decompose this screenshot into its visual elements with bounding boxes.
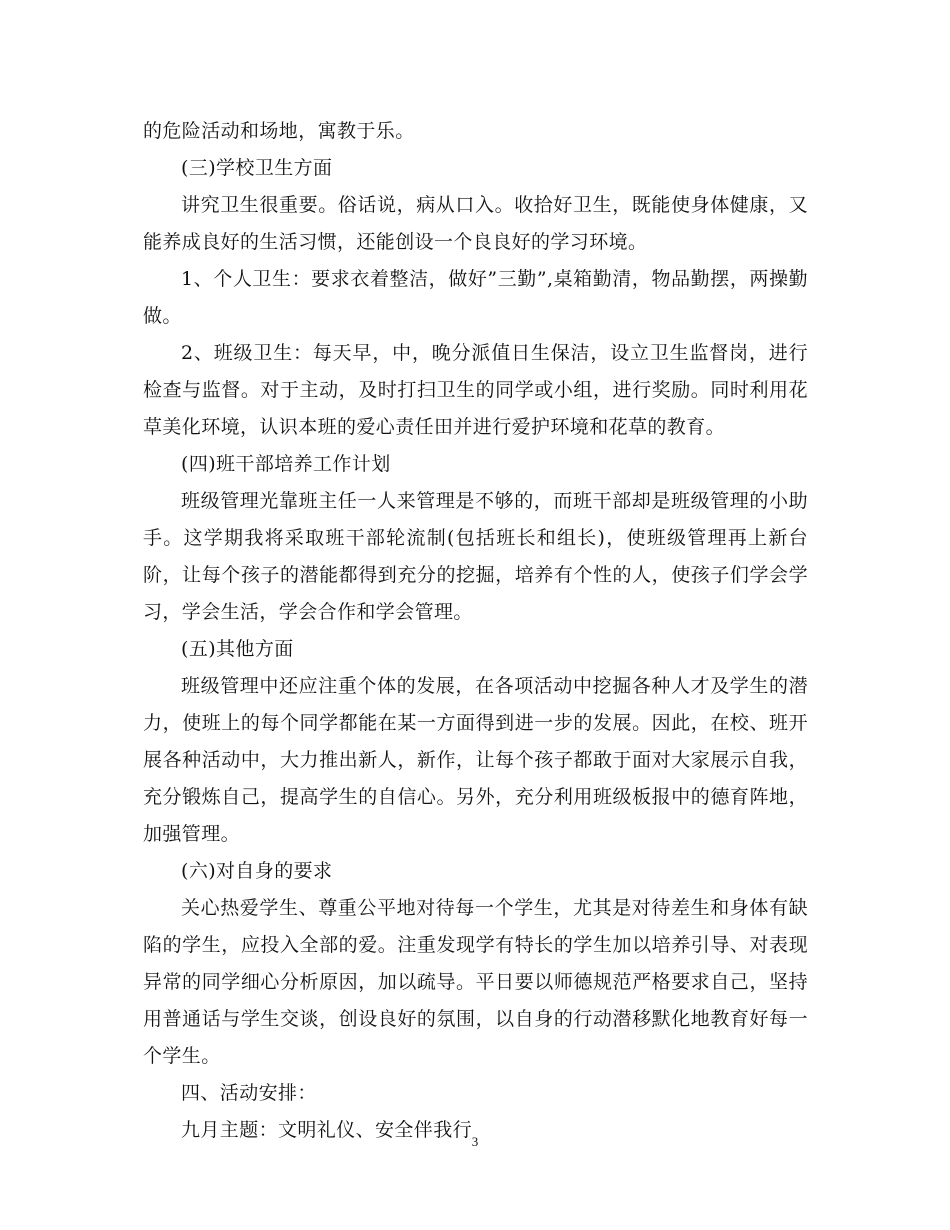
- paragraph-hygiene-intro: 讲究卫生很重要。俗话说，病从口入。收拾好卫生，既能使身体健康，又能养成良好的生活习惯，还能创设一个良良好的学习环境。: [143, 194, 808, 253]
- paragraph-other: 班级管理中还应注重个体的发展，在各项活动中挖掘各种人才及学生的潜力，使班上的每个同学都能在某一方面得到进一步的发展。因此，在校、班开展各种活动中，大力推出新人，新作，让每个孩子都敢于面对大家展示自我，充分锻炼自己，提高学生的自信心。另外，充分利用班级板报中的德育阵地，加强管理。: [143, 675, 808, 845]
- paragraph-personal-hygiene: 1、个人卫生：要求衣着整洁，做好”三勤”,桌箱勤清，物品勤摆，两操勤做。: [143, 268, 808, 327]
- paragraph-cadre-training: 班级管理光靠班主任一人来管理是不够的，而班干部却是班级管理的小助手。这学期我将采取班干部轮流制(包括班长和组长)，使班级管理再上新台阶，让每个孩子的潜能都得到充分的挖掘，培养有个性的人，使孩子们学会学习，学会生活，学会合作和学会管理。: [143, 490, 808, 623]
- paragraph-september-theme: 九月主题：文明礼仪、安全伴我行: [181, 1119, 473, 1141]
- section-heading-other: (五)其他方面: [181, 638, 294, 660]
- document-body: [143, 113, 808, 1149]
- section-heading-cadre-training: (四)班干部培养工作计划: [181, 453, 391, 475]
- paragraph-continued: 的危险活动和场地，寓教于乐。: [143, 120, 415, 142]
- section-heading-self-requirements: (六)对自身的要求: [181, 860, 333, 882]
- section-heading-activities: 四、活动安排：: [181, 1082, 317, 1104]
- paragraph-class-hygiene: 2、班级卫生：每天早，中，晚分派值日生保洁，设立卫生监督岗，进行检查与监督。对于主动，及时打扫卫生的同学或小组，进行奖励。同时利用花草美化环境，认识本班的爱心责任田并进行爱护环境和花草的教育。: [143, 342, 808, 438]
- paragraph-self-requirements: 关心热爱学生、尊重公平地对待每一个学生，尤其是对待差生和身体有缺陷的学生，应投入全部的爱。注重发现学有特长的学生加以培养引导、对表现异常的同学细心分析原因，加以疏导。平日要以师德规范严格要求自己，坚持用普通话与学生交谈，创设良好的氛围，以自身的行动潜移默化地教育好每一个学生。: [143, 897, 808, 1067]
- section-heading-hygiene: (三)学校卫生方面: [181, 157, 333, 179]
- page-number: 3: [471, 1134, 479, 1149]
